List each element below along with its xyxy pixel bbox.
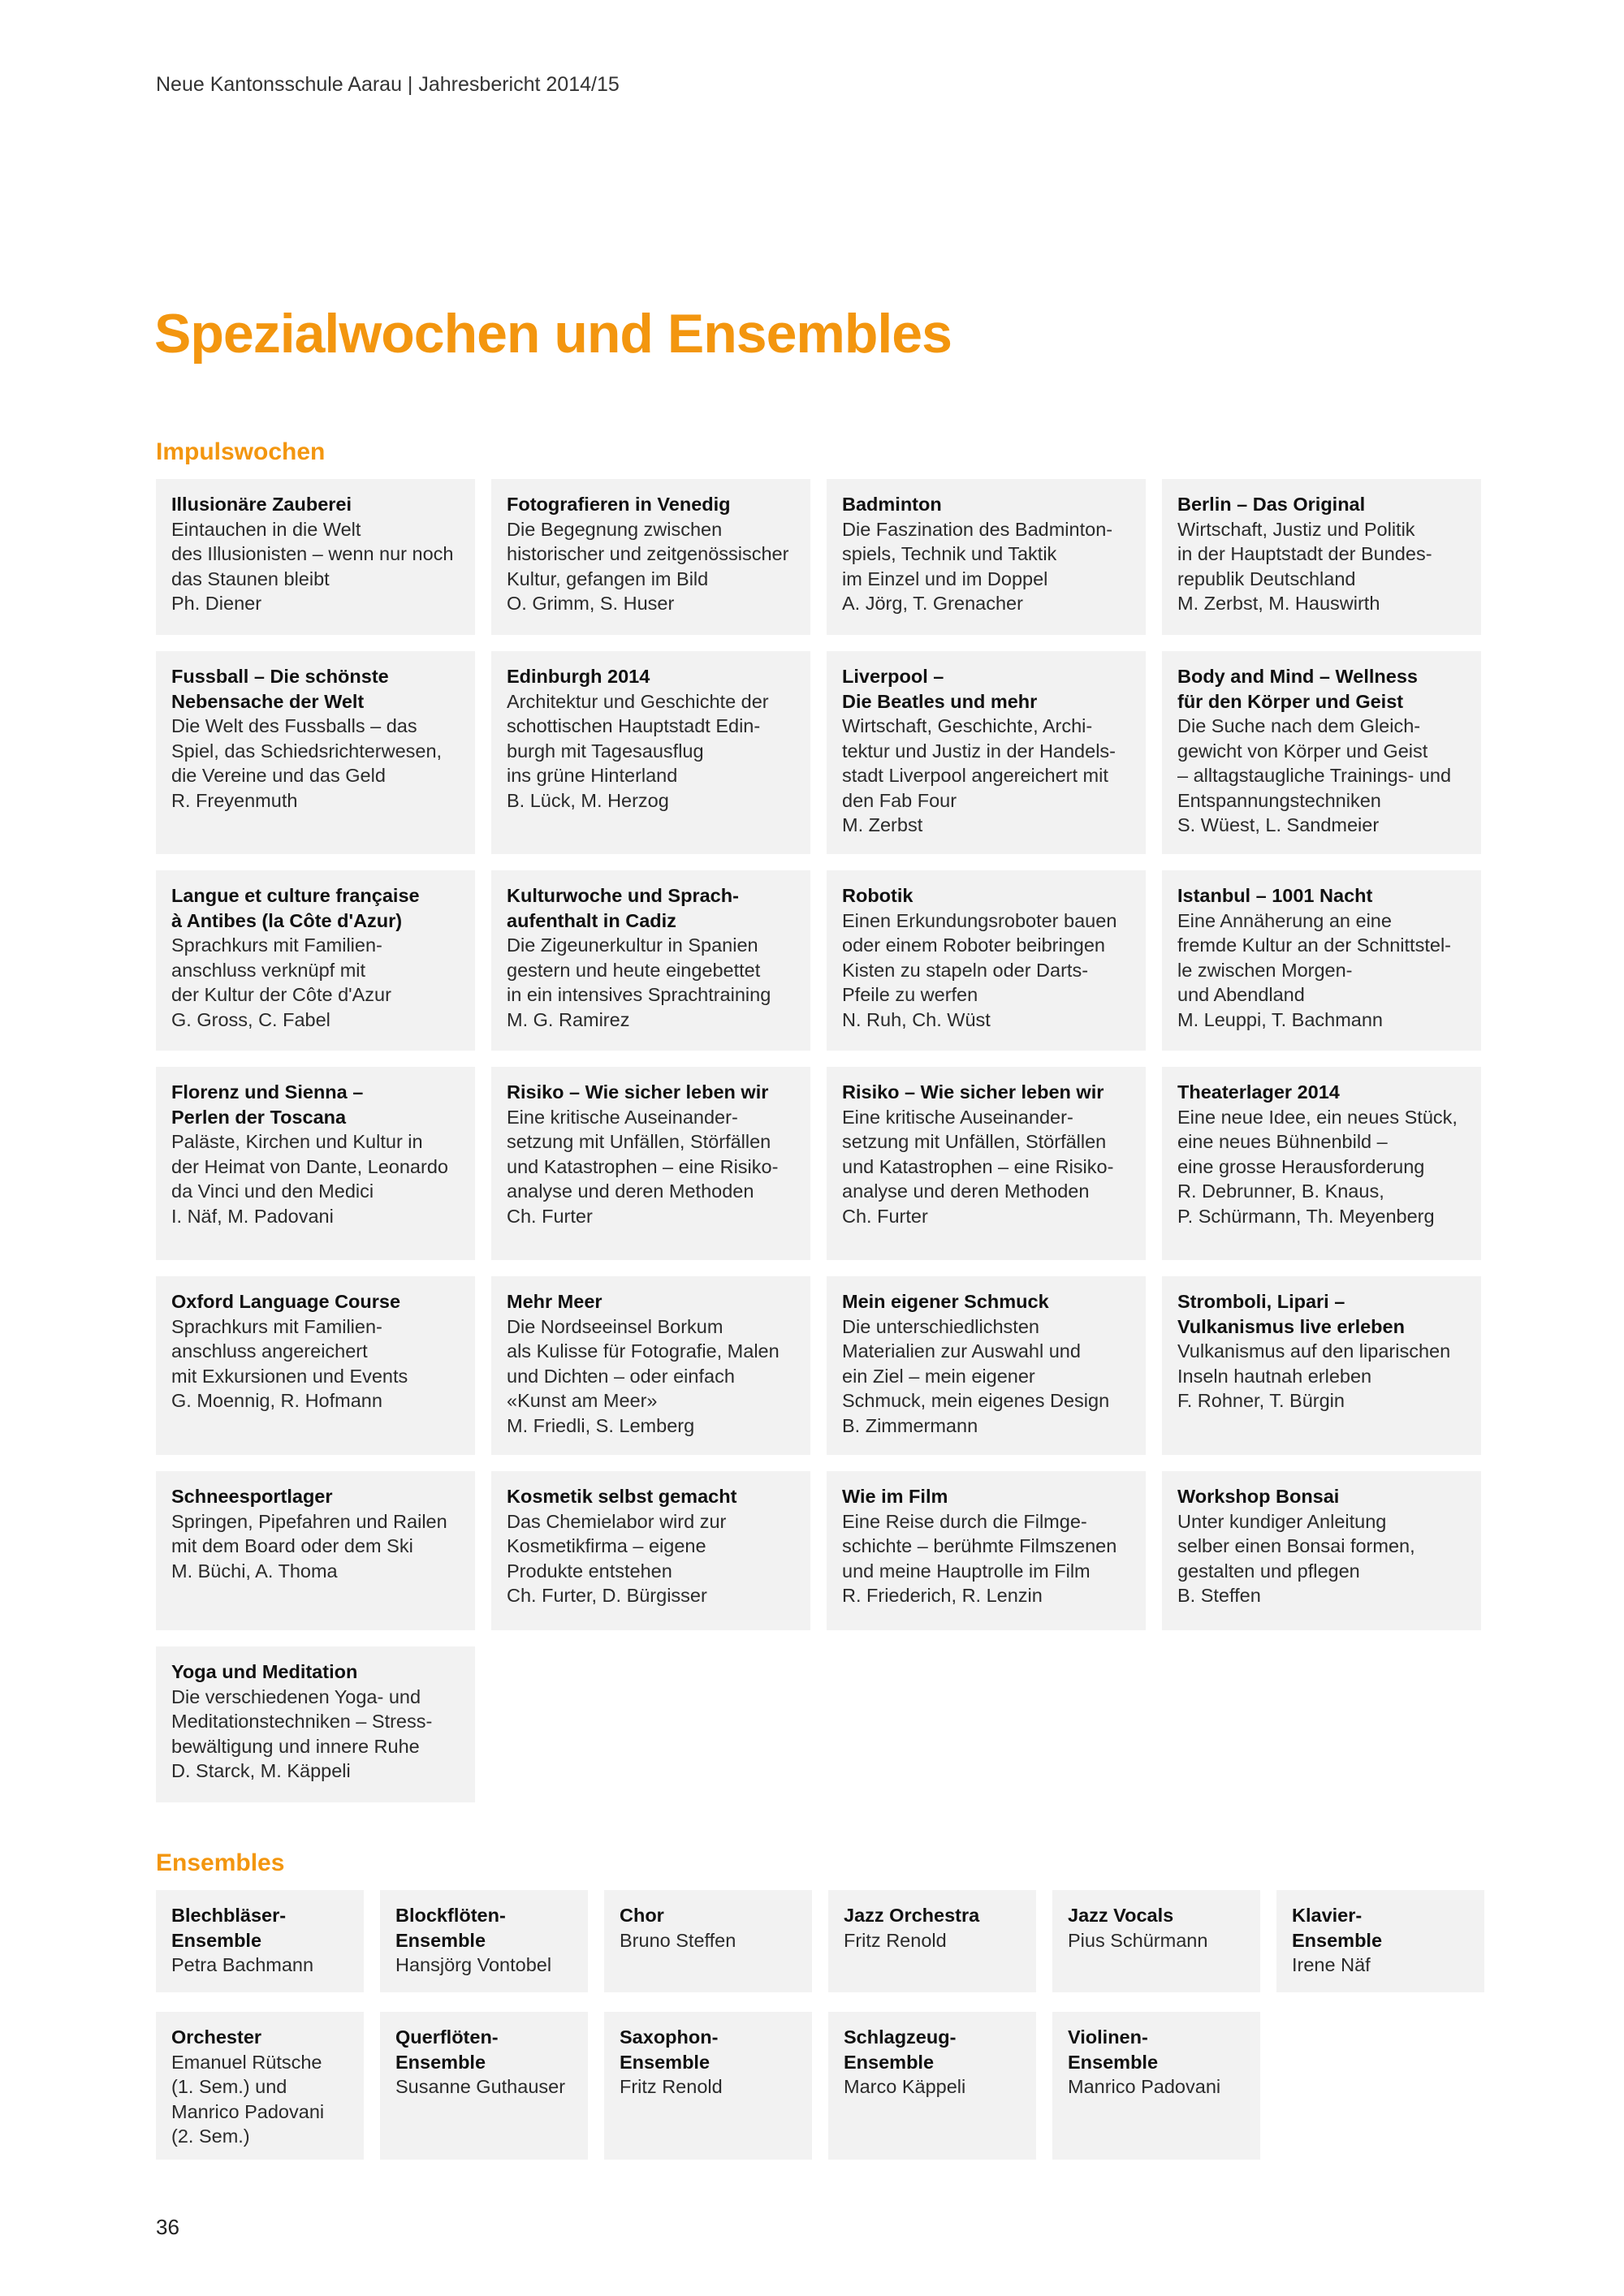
ensemble-title: Chor xyxy=(620,1905,664,1926)
card-title: Berlin – Das Original xyxy=(1177,494,1366,515)
impulswoche-card xyxy=(1162,1471,1481,1630)
card-leaders: R. Debrunner, B. Knaus, P. Schürmann, Th. Meyenberg xyxy=(1177,1180,1435,1227)
card-description: Wirtschaft, Justiz und Politik in der Hauptstadt der Bundes- republik Deutschland xyxy=(1177,518,1432,589)
card-leaders: R. Freyenmuth xyxy=(171,789,298,811)
card-leaders: G. Gross, C. Fabel xyxy=(171,1008,330,1030)
card-description: Das Chemielabor wird zur Kosmetikfirma – eigene Produkte entstehen xyxy=(507,1510,727,1582)
impulswoche-card xyxy=(827,1276,1146,1455)
card-leaders: N. Ruh, Ch. Wüst xyxy=(842,1008,991,1030)
card-leaders: G. Moennig, R. Hofmann xyxy=(171,1390,382,1411)
card-leaders: Ch. Furter xyxy=(842,1205,928,1227)
impulswoche-card xyxy=(156,870,475,1051)
impulswoche-card xyxy=(1162,479,1481,635)
ensemble-leader: Manrico Padovani xyxy=(1068,2076,1221,2097)
impulswoche-card xyxy=(827,651,1146,854)
ensemble-leader: Emanuel Rütsche (1. Sem.) und Manrico Padovani (2. Sem.) xyxy=(171,2051,325,2147)
ensemble-card xyxy=(828,2012,1036,2160)
ensemble-card xyxy=(604,2012,812,2160)
impulswoche-card xyxy=(156,651,475,854)
card-description: Springen, Pipefahren und Railen mit dem Board oder dem Ski xyxy=(171,1510,447,1556)
impulswoche-card xyxy=(491,1067,810,1260)
ensemble-leader: Pius Schürmann xyxy=(1068,1929,1208,1951)
card-leaders: A. Jörg, T. Grenacher xyxy=(842,593,1023,614)
card-description: Eine kritische Auseinander- setzung mit Unfällen, Störfällen und Katastrophen – eine Risiko- analyse und deren Methoden xyxy=(507,1106,779,1202)
ensemble-title: Blockflöten- Ensemble xyxy=(395,1905,506,1951)
card-description: Die Suche nach dem Gleich- gewicht von Körper und Geist – alltagstaugliche Trainings- und Entspannungstechniken xyxy=(1177,715,1452,811)
page-number: 36 xyxy=(156,2215,179,2239)
impulswoche-card xyxy=(1162,1067,1481,1260)
card-title: Fussball – Die schönste Nebensache der Welt xyxy=(171,666,389,712)
ensemble-leader: Marco Käppeli xyxy=(844,2076,966,2097)
ensemble-title: Violinen- Ensemble xyxy=(1068,2026,1159,2073)
impulswochen-heading: Impulswochen xyxy=(156,438,326,465)
card-title: Stromboli, Lipari – Vulkanismus live erleben xyxy=(1177,1291,1405,1337)
card-title: Kosmetik selbst gemacht xyxy=(507,1486,737,1507)
card-title: Illusionäre Zauberei xyxy=(171,494,352,515)
ensemble-card xyxy=(380,2012,588,2160)
card-description: Die Begegnung zwischen historischer und zeitgenössischer Kultur, gefangen im Bild xyxy=(507,518,789,589)
impulswoche-card xyxy=(1162,651,1481,854)
card-description: Architektur und Geschichte der schottischen Hauptstadt Edin- burgh mit Tagesausflug ins grüne Hinterland xyxy=(507,690,769,786)
ensemble-card xyxy=(828,1890,1036,1992)
card-description: Die Faszination des Badminton- spiels, Technik und Taktik im Einzel und im Doppel xyxy=(842,518,1113,589)
ensemble-title: Blechbläser- Ensemble xyxy=(171,1905,287,1951)
card-leaders: M. Friedli, S. Lemberg xyxy=(507,1414,695,1436)
card-description: Sprachkurs mit Familien- anschluss verknüpf mit der Kultur der Côte d'Azur xyxy=(171,934,391,1005)
ensemble-leader: Susanne Guthauser xyxy=(395,2076,566,2097)
impulswoche-card xyxy=(1162,1276,1481,1455)
card-title: Risiko – Wie sicher leben wir xyxy=(842,1081,1104,1103)
impulswoche-card xyxy=(1162,870,1481,1051)
impulswoche-card xyxy=(156,479,475,635)
impulswoche-card xyxy=(156,1646,475,1802)
card-title: Langue et culture française à Antibes (la Côte d'Azur) xyxy=(171,885,420,931)
ensemble-leader: Bruno Steffen xyxy=(620,1929,736,1951)
card-leaders: O. Grimm, S. Huser xyxy=(507,593,675,614)
impulswoche-card xyxy=(827,870,1146,1051)
ensemble-title: Orchester xyxy=(171,2026,262,2048)
ensemble-card xyxy=(1052,1890,1260,1992)
card-leaders: B. Lück, M. Herzog xyxy=(507,789,669,811)
card-leaders: B. Steffen xyxy=(1177,1585,1261,1606)
impulswoche-card xyxy=(156,1276,475,1455)
card-description: Eine neue Idee, ein neues Stück, eine neues Bühnenbild – eine grosse Herausforderung xyxy=(1177,1106,1458,1177)
card-title: Robotik xyxy=(842,885,914,906)
ensemble-title: Jazz Orchestra xyxy=(844,1905,980,1926)
card-description: Paläste, Kirchen und Kultur in der Heimat von Dante, Leonardo da Vinci und den Medici xyxy=(171,1131,448,1202)
card-leaders: D. Starck, M. Käppeli xyxy=(171,1760,351,1781)
card-leaders: Ch. Furter xyxy=(507,1205,593,1227)
card-description: Die unterschiedlichsten Materialien zur Auswahl und ein Ziel – mein eigener Schmuck, mein eigenes Design xyxy=(842,1315,1110,1411)
ensembles-grid xyxy=(156,1890,1483,2160)
card-title: Workshop Bonsai xyxy=(1177,1486,1340,1507)
card-title: Oxford Language Course xyxy=(171,1291,401,1312)
card-leaders: M. Leuppi, T. Bachmann xyxy=(1177,1008,1383,1030)
impulswoche-card xyxy=(491,1471,810,1630)
card-leaders: S. Wüest, L. Sandmeier xyxy=(1177,814,1380,835)
card-title: Theaterlager 2014 xyxy=(1177,1081,1340,1103)
card-title: Mein eigener Schmuck xyxy=(842,1291,1049,1312)
card-title: Mehr Meer xyxy=(507,1291,603,1312)
ensemble-card xyxy=(156,1890,364,1992)
card-description: Einen Erkundungsroboter bauen oder einem Roboter beibringen Kisten zu stapeln oder Darts- Pfeile zu werfen xyxy=(842,909,1117,1005)
card-leaders: M. G. Ramirez xyxy=(507,1008,630,1030)
card-title: Body and Mind – Wellness für den Körper und Geist xyxy=(1177,666,1418,712)
card-description: Sprachkurs mit Familien- anschluss angereichert mit Exkursionen und Events xyxy=(171,1315,408,1387)
impulswoche-card xyxy=(827,1067,1146,1260)
ensemble-card xyxy=(1276,1890,1484,1992)
card-leaders: R. Friederich, R. Lenzin xyxy=(842,1585,1043,1606)
card-description: Die Welt des Fussballs – das Spiel, das Schiedsrichterwesen, die Vereine und das Geld xyxy=(171,715,443,786)
card-leaders: I. Näf, M. Padovani xyxy=(171,1205,334,1227)
ensemble-title: Jazz Vocals xyxy=(1068,1905,1174,1926)
card-description: Eine Reise durch die Filmge- schichte – berühmte Filmszenen und meine Hauptrolle im Film xyxy=(842,1510,1117,1582)
ensemble-title: Schlagzeug- Ensemble xyxy=(844,2026,957,2073)
ensemble-leader: Fritz Renold xyxy=(620,2076,723,2097)
card-title: Yoga und Meditation xyxy=(171,1661,358,1682)
impulswoche-card xyxy=(827,1471,1146,1630)
card-title: Florenz und Sienna – Perlen der Toscana xyxy=(171,1081,364,1128)
card-title: Badminton xyxy=(842,494,942,515)
card-description: Eine kritische Auseinander- setzung mit Unfällen, Störfällen und Katastrophen – eine Risiko- analyse und deren Methoden xyxy=(842,1106,1114,1202)
running-header: Neue Kantonsschule Aarau | Jahresbericht 2014/15 xyxy=(156,73,620,96)
card-description: Unter kundiger Anleitung selber einen Bonsai formen, gestalten und pflegen xyxy=(1177,1510,1415,1582)
ensemble-leader: Petra Bachmann xyxy=(171,1954,314,1975)
card-description: Eintauchen in die Welt des Illusionisten – wenn nur noch das Staunen bleibt xyxy=(171,518,454,589)
impulswochen-grid xyxy=(156,479,1483,1802)
impulswoche-card xyxy=(827,479,1146,635)
card-leaders: M. Büchi, A. Thoma xyxy=(171,1560,338,1582)
ensemble-leader: Fritz Renold xyxy=(844,1929,947,1951)
impulswoche-card xyxy=(491,1276,810,1455)
card-leaders: B. Zimmermann xyxy=(842,1414,978,1436)
card-description: Vulkanismus auf den liparischen Inseln hautnah erleben xyxy=(1177,1340,1451,1387)
card-leaders: M. Zerbst xyxy=(842,814,923,835)
card-title: Liverpool – Die Beatles und mehr xyxy=(842,666,1038,712)
card-description: Die verschiedenen Yoga- und Meditationstechniken – Stress- bewältigung und innere Ruhe xyxy=(171,1685,433,1757)
impulswoche-card xyxy=(156,1067,475,1260)
ensemble-leader: Irene Näf xyxy=(1292,1954,1371,1975)
ensemble-card xyxy=(380,1890,588,1992)
impulswoche-card xyxy=(156,1471,475,1630)
card-leaders: Ch. Furter, D. Bürgisser xyxy=(507,1585,707,1606)
impulswoche-card xyxy=(491,651,810,854)
impulswoche-card xyxy=(491,479,810,635)
card-description: Die Nordseeinsel Borkum als Kulisse für Fotografie, Malen und Dichten – oder einfach «Kunst am Meer» xyxy=(507,1315,780,1411)
card-title: Istanbul – 1001 Nacht xyxy=(1177,885,1373,906)
ensemble-title: Querflöten- Ensemble xyxy=(395,2026,499,2073)
card-title: Fotografieren in Venedig xyxy=(507,494,731,515)
ensemble-leader: Hansjörg Vontobel xyxy=(395,1954,552,1975)
page-title: Spezialwochen und Ensembles xyxy=(154,303,952,365)
impulswoche-card xyxy=(491,870,810,1051)
card-title: Risiko – Wie sicher leben wir xyxy=(507,1081,769,1103)
card-title: Schneesportlager xyxy=(171,1486,333,1507)
card-description: Eine Annäherung an eine fremde Kultur an der Schnittstel- le zwischen Morgen- und Abendland xyxy=(1177,909,1451,1005)
ensemble-card xyxy=(156,2012,364,2160)
card-title: Kulturwoche und Sprach- aufenthalt in Cadiz xyxy=(507,885,739,931)
card-description: Wirtschaft, Geschichte, Archi- tektur und Justiz in der Handels- stadt Liverpool angereichert mit den Fab Four xyxy=(842,715,1116,811)
card-leaders: Ph. Diener xyxy=(171,593,262,614)
ensemble-card xyxy=(604,1890,812,1992)
ensembles-heading: Ensembles xyxy=(156,1849,285,1876)
card-leaders: F. Rohner, T. Bürgin xyxy=(1177,1390,1345,1411)
card-leaders: M. Zerbst, M. Hauswirth xyxy=(1177,593,1380,614)
ensemble-card xyxy=(1052,2012,1260,2160)
ensemble-title: Klavier- Ensemble xyxy=(1292,1905,1383,1951)
card-description: Die Zigeunerkultur in Spanien gestern und heute eingebettet in ein intensives Sprachtraining xyxy=(507,934,771,1005)
card-title: Edinburgh 2014 xyxy=(507,666,650,687)
card-title: Wie im Film xyxy=(842,1486,948,1507)
ensemble-title: Saxophon- Ensemble xyxy=(620,2026,719,2073)
